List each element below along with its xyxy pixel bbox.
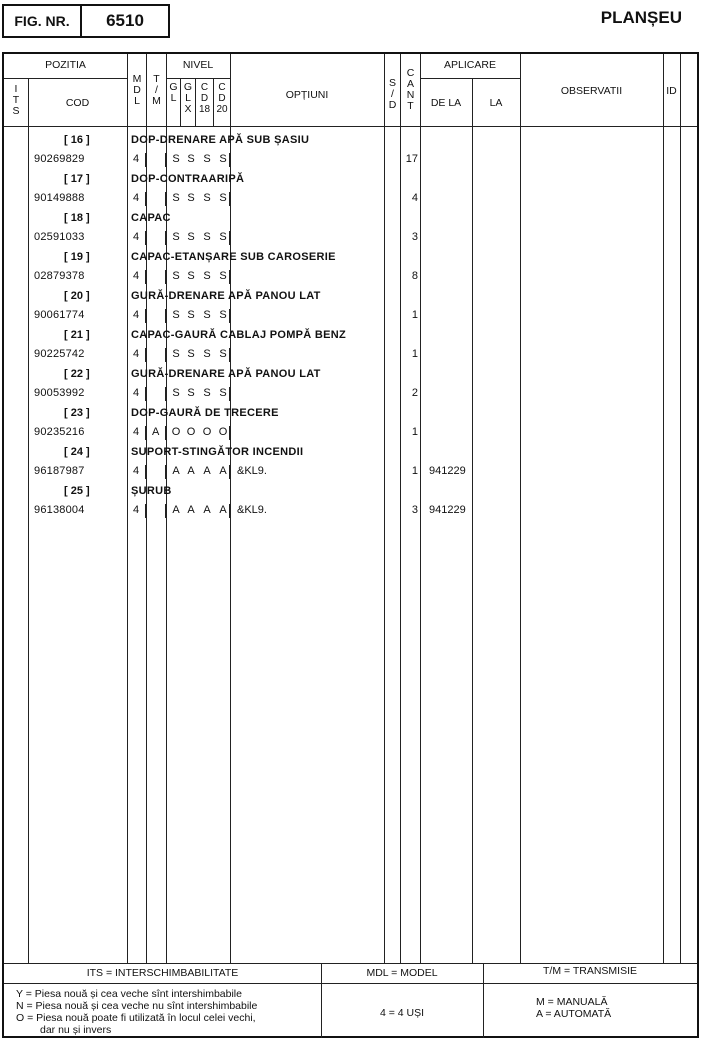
legend-its-n: N = Piesa nouă și cea veche nu sînt intershimbabile [16, 1000, 258, 1012]
legend-its-o: O = Piesa nouă poate fi utilizată în locul celei vechi, [16, 1012, 256, 1024]
item-level: A [172, 465, 180, 477]
item-level: O [186, 426, 196, 438]
legend-mdl-title: MDL = MODEL [366, 967, 438, 979]
item-position: [ 21 ] [64, 329, 90, 341]
header-cod: COD [65, 97, 90, 109]
item-level: S [187, 309, 195, 321]
item-position: [ 24 ] [64, 446, 90, 458]
figure-number-box [2, 4, 170, 38]
item-description: CAPAC [131, 212, 171, 224]
item-tm: A [152, 426, 160, 438]
figure-number: 6510 [106, 11, 144, 30]
header-aplicare: APLICARE [444, 59, 496, 71]
legend-tm-auto: A = AUTOMATĂ [536, 1008, 612, 1020]
header-sd: S / D [388, 77, 397, 111]
item-description: CAPAC-GAURĂ CABLAJ POMPĂ BENZ [131, 329, 347, 341]
item-level: O [171, 426, 181, 438]
item-code: 90225742 [34, 348, 85, 360]
page-title: PLANȘEU [600, 8, 682, 27]
header-nivel-gl: G L [169, 81, 178, 104]
item-code: 02591033 [34, 231, 85, 243]
item-level: S [172, 348, 180, 360]
item-code: 90235216 [34, 426, 85, 438]
item-mdl: 4 [133, 309, 140, 321]
header-id: ID [666, 85, 677, 97]
item-level: S [203, 153, 211, 165]
item-level: S [187, 192, 195, 204]
header-nivel-cd20: C D 20 [216, 82, 228, 115]
item-position: [ 25 ] [64, 485, 90, 497]
item-level: S [172, 192, 180, 204]
header-optiuni: OPȚIUNI [285, 89, 329, 101]
item-code: 96187987 [34, 465, 85, 477]
legend-tm-title: T/M = TRANSMISIE [542, 965, 638, 977]
header-la: LA [489, 97, 503, 109]
item-level: A [187, 465, 195, 477]
item-level: S [187, 348, 195, 360]
item-level: S [187, 153, 195, 165]
item-apply-from: 941229 [429, 504, 466, 516]
item-level: S [187, 231, 195, 243]
legend-its-o-cont: dar nu și invers [40, 1024, 112, 1036]
item-level: S [172, 387, 180, 399]
item-level: A [219, 465, 227, 477]
item-mdl: 4 [133, 504, 140, 516]
item-position: [ 17 ] [64, 173, 90, 185]
item-level: S [203, 192, 211, 204]
item-level: S [219, 153, 227, 165]
header-nivel-glx: G L X [183, 81, 193, 115]
item-level: A [172, 504, 180, 516]
item-description: CAPAC-ETANȘARE SUB CAROSERIE [131, 251, 336, 263]
item-level: S [172, 270, 180, 282]
item-code: 90053992 [34, 387, 85, 399]
item-level: S [172, 231, 180, 243]
header-its: I T S [12, 83, 20, 117]
item-quantity: 17 [405, 153, 418, 165]
item-level: S [219, 348, 227, 360]
item-level: S [219, 309, 227, 321]
header-cant: C A N T [406, 67, 415, 112]
item-position: [ 23 ] [64, 407, 90, 419]
item-option: &KL9. [237, 465, 267, 477]
header-mdl: M D L [132, 73, 142, 107]
item-position: [ 22 ] [64, 368, 90, 380]
item-level: S [203, 231, 211, 243]
legend-tm-manual: M = MANUALĂ [536, 996, 608, 1008]
item-quantity: 3 [411, 231, 418, 243]
item-position: [ 18 ] [64, 212, 90, 224]
item-code: 90269829 [34, 153, 85, 165]
item-level: S [219, 387, 227, 399]
item-quantity: 1 [411, 426, 418, 438]
item-code: 90149888 [34, 192, 85, 204]
item-mdl: 4 [133, 426, 140, 438]
item-position: [ 16 ] [64, 134, 90, 146]
item-mdl: 4 [133, 270, 140, 282]
item-quantity: 4 [411, 192, 418, 204]
item-level: S [203, 348, 211, 360]
legend-its-y: Y = Piesa nouă și cea veche sînt intershimbabile [16, 988, 242, 1000]
item-description: DOP-CONTRAARIPĂ [131, 173, 245, 185]
item-code: 96138004 [34, 504, 85, 516]
item-position: [ 20 ] [64, 290, 90, 302]
item-quantity: 1 [411, 348, 418, 360]
item-code: 90061774 [34, 309, 85, 321]
item-level: A [203, 465, 211, 477]
header-pozitia: POZITIA [45, 59, 86, 71]
item-level: S [187, 270, 195, 282]
item-description: ȘURUB [131, 485, 172, 497]
item-quantity: 2 [411, 387, 418, 399]
item-level: S [219, 231, 227, 243]
item-level: O [218, 426, 228, 438]
item-level: S [219, 270, 227, 282]
item-description: GURĂ-DRENARE APĂ PANOU LAT [131, 290, 321, 302]
item-level: S [187, 387, 195, 399]
item-level: S [203, 309, 211, 321]
parts-list [4, 134, 697, 954]
item-mdl: 4 [133, 348, 140, 360]
parts-table [2, 52, 699, 1038]
item-quantity: 1 [411, 465, 418, 477]
item-option: &KL9. [237, 504, 267, 516]
item-level: A [203, 504, 211, 516]
item-level: S [219, 192, 227, 204]
item-mdl: 4 [133, 192, 140, 204]
item-level: O [202, 426, 212, 438]
item-description: DOP-GAURĂ DE TRECERE [131, 407, 279, 419]
header-de-la: DE LA [430, 97, 462, 109]
item-level: S [172, 309, 180, 321]
item-level: S [172, 153, 180, 165]
legend-its-title: ITS = INTERSCHIMBABILITATE [86, 967, 239, 979]
item-level: A [187, 504, 195, 516]
item-mdl: 4 [133, 465, 140, 477]
item-mdl: 4 [133, 387, 140, 399]
item-level: S [203, 387, 211, 399]
item-level: A [219, 504, 227, 516]
item-position: [ 19 ] [64, 251, 90, 263]
header-tm: T / M [152, 73, 161, 107]
item-code: 02879378 [34, 270, 85, 282]
header-nivel-cd18: C D 18 [198, 82, 211, 115]
item-level: S [203, 270, 211, 282]
item-description: SUPORT-STINGĂTOR INCENDII [131, 446, 304, 458]
item-description: GURĂ-DRENARE APĂ PANOU LAT [131, 368, 321, 380]
item-mdl: 4 [133, 231, 140, 243]
item-description: DOP-DRENARE APĂ SUB ȘASIU [131, 134, 310, 146]
item-quantity: 8 [411, 270, 418, 282]
figure-label: FIG. NR. [4, 6, 82, 36]
item-apply-from: 941229 [429, 465, 466, 477]
item-quantity: 3 [411, 504, 418, 516]
header-nivel: NIVEL [182, 59, 214, 71]
item-mdl: 4 [133, 153, 140, 165]
header-observatii: OBSERVATII [560, 85, 623, 97]
item-quantity: 1 [411, 309, 418, 321]
legend-mdl-value: 4 = 4 UȘI [379, 1007, 425, 1019]
